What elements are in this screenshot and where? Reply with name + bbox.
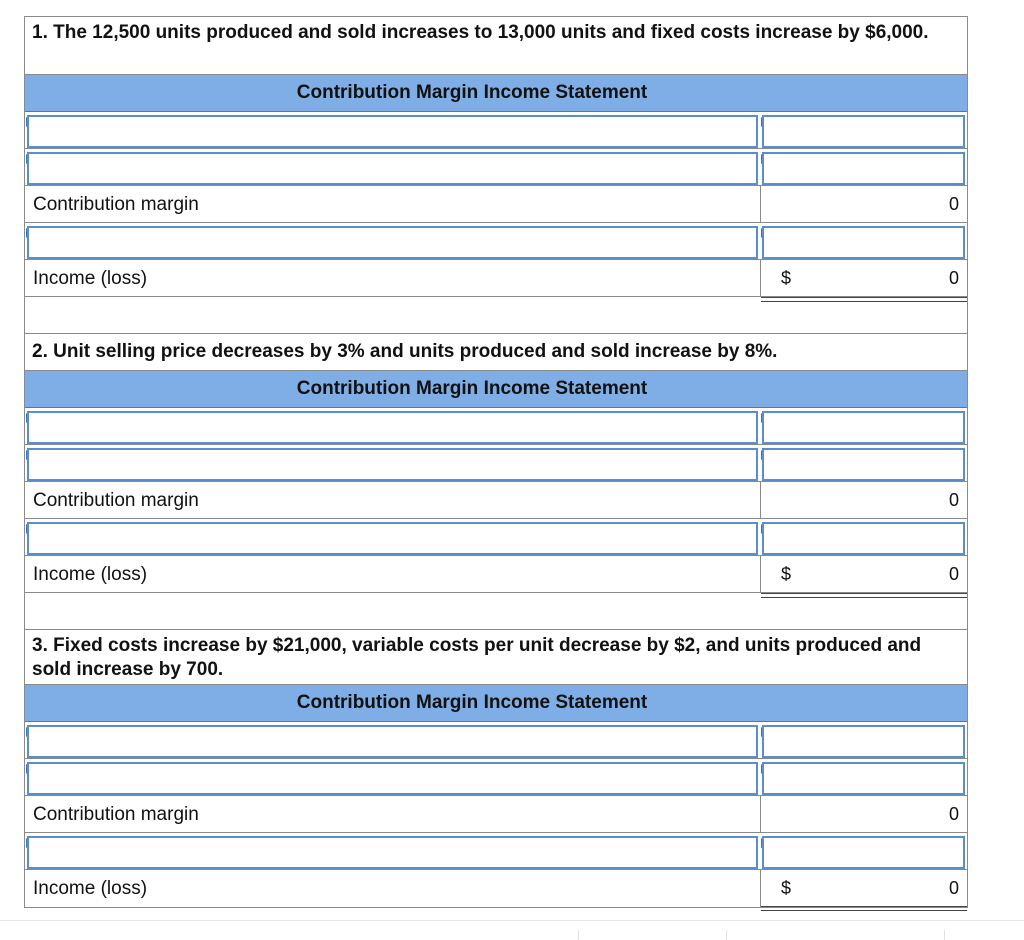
input-row-1-1 [25,112,967,149]
section-spacer [25,297,967,334]
line-item-label-input[interactable] [27,152,758,185]
contribution-margin-row-3 [25,796,967,833]
income-value: 0 [948,878,959,898]
contribution-margin-cell [760,796,967,833]
line-item-label-input[interactable] [27,522,758,555]
input-row-2-2 [25,445,967,482]
input-row-2-1 [25,408,967,445]
line-item-label-input[interactable] [27,226,758,259]
worksheet-table [24,16,968,908]
currency-symbol: $ [781,878,792,898]
income-label: Income (loss) [33,268,148,289]
statement-header-1 [25,75,967,112]
divider [0,920,1024,921]
statement-header-3 [25,685,967,722]
input-row-3-3 [25,833,967,870]
income-row-2 [25,556,967,593]
contribution-margin-row-2 [25,482,967,519]
input-row-1-3 [25,223,967,260]
question-3-title: 3. Fixed costs increase by $21,000, variable costs per unit decrease by $2, and units produced and sold increase by 700. [25,630,967,685]
input-row-1-2 [25,149,967,186]
contribution-margin-label: Contribution margin [33,804,199,825]
double-underline [761,906,967,911]
line-item-label-input[interactable] [27,762,758,795]
income-row-3 [25,870,967,907]
question-1-title: 1. The 12,500 units produced and sold increases to 13,000 units and fixed costs increase by $6,000. [25,17,967,75]
line-item-label-input[interactable] [27,448,758,481]
line-item-amount-input[interactable] [762,115,965,148]
income-cell [760,260,967,297]
currency-symbol: $ [781,564,792,584]
income-cell [760,870,967,907]
line-item-amount-input[interactable] [762,836,965,869]
section-spacer [25,593,967,630]
statement-header-text: Contribution Margin Income Statement [296,692,648,713]
contribution-margin-value: 0 [948,490,959,510]
contribution-margin-row-1 [25,186,967,223]
contribution-margin-value: 0 [948,194,959,214]
statement-header-text: Contribution Margin Income Statement [296,82,648,103]
line-item-label-input[interactable] [27,115,758,148]
divider [578,930,579,940]
line-item-label-input[interactable] [27,725,758,758]
contribution-margin-cell [760,482,967,519]
statement-header-2 [25,371,967,408]
income-row-1 [25,260,967,297]
line-item-amount-input[interactable] [762,226,965,259]
contribution-margin-value: 0 [948,804,959,824]
line-item-amount-input[interactable] [762,762,965,795]
divider [944,930,945,940]
statement-header-text: Contribution Margin Income Statement [296,378,648,399]
contribution-margin-label: Contribution margin [33,490,199,511]
line-item-amount-input[interactable] [762,522,965,555]
income-value: 0 [948,268,959,288]
divider [726,930,727,940]
income-label: Income (loss) [33,878,148,899]
input-row-3-1 [25,722,967,759]
contribution-margin-label: Contribution margin [33,194,199,215]
line-item-amount-input[interactable] [762,152,965,185]
line-item-amount-input[interactable] [762,725,965,758]
input-row-2-3 [25,519,967,556]
line-item-label-input[interactable] [27,411,758,444]
question-2-title: 2. Unit selling price decreases by 3% and units produced and sold increase by 8%. [25,334,967,371]
income-cell [760,556,967,593]
line-item-amount-input[interactable] [762,448,965,481]
input-row-3-2 [25,759,967,796]
line-item-amount-input[interactable] [762,411,965,444]
contribution-margin-cell [760,186,967,223]
currency-symbol: $ [781,268,792,288]
income-value: 0 [948,564,959,584]
income-label: Income (loss) [33,564,148,585]
line-item-label-input[interactable] [27,836,758,869]
